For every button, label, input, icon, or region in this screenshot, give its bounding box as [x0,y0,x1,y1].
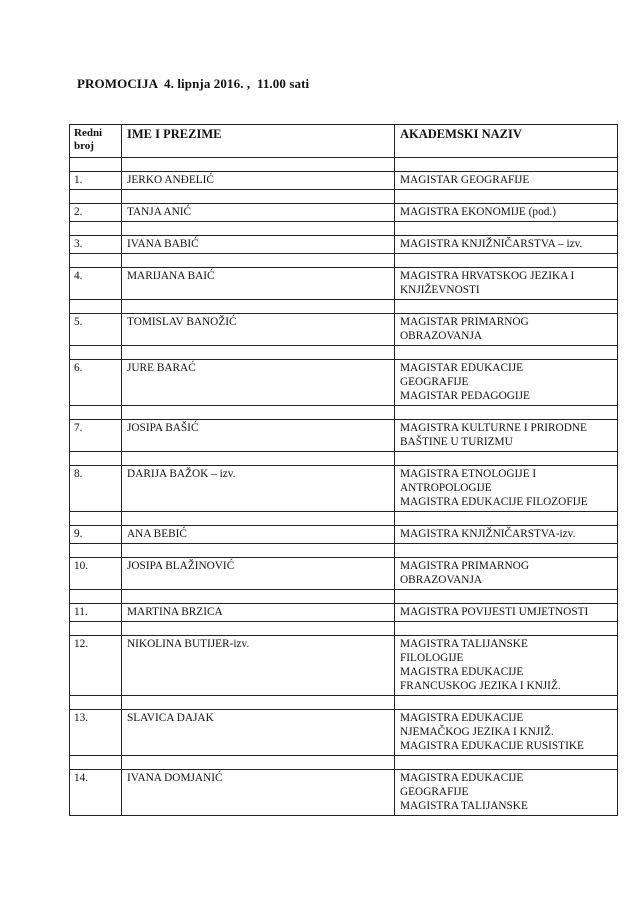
spacer-row [70,254,618,268]
table-row [70,172,618,190]
table-row [70,360,618,406]
academic-title-line: OBRAZOVANJA [400,574,483,586]
academic-title-line: MAGISTAR PRIMARNOG [400,316,529,328]
row-number: 11. [70,604,122,622]
spacer-cell [70,544,122,558]
academic-title-line: MAGISTRA EKONOMIJE (pod.) [400,206,556,218]
table-row [70,236,618,254]
spacer-row [70,590,618,604]
academic-title-line: MAGISTRA POVIJESTI UMJETNOSTI [400,606,589,618]
spacer-cell [395,452,618,466]
spacer-cell [122,346,395,360]
row-name: NIKOLINA BUTIJER-izv. [122,636,395,696]
spacer-row [70,346,618,360]
academic-title-line: MAGISTRA EDUKACIJE [400,772,524,784]
academic-title-line: MAGISTRA EDUKACIJE FILOZOFIJE [400,496,588,508]
row-number: 5. [70,314,122,346]
table-row [70,636,618,696]
spacer-row [70,452,618,466]
row-academic-title [395,204,618,222]
spacer-cell [122,622,395,636]
spacer-cell [70,222,122,236]
row-number: 2. [70,204,122,222]
spacer-cell [70,756,122,770]
row-academic-title [395,420,618,452]
spacer-row [70,756,618,770]
table-row [70,710,618,756]
spacer-cell [395,300,618,314]
spacer-cell [122,158,395,172]
row-name: SLAVICA DAJAK [122,710,395,756]
spacer-cell [70,190,122,204]
academic-title-line: MAGISTRA PRIMARNOG [400,560,529,572]
table-row [70,466,618,512]
spacer-row [70,696,618,710]
header-number [70,125,122,158]
table-row [70,604,618,622]
row-name: TOMISLAV BANOŽIĆ [122,314,395,346]
academic-title-line: GEOGRAFIJE [400,786,469,798]
spacer-cell [395,254,618,268]
academic-title-line: MAGISTRA TALIJANSKE [400,800,528,812]
academic-title-line: ANTROPOLOGIJE [400,482,492,494]
header-number-line: broj [74,140,94,152]
spacer-cell [122,254,395,268]
academic-title-line: MAGISTAR PEDAGOGIJE [400,390,530,402]
academic-title-line: MAGISTAR EDUKACIJE [400,362,524,374]
academic-title-line: OBRAZOVANJA [400,330,483,342]
spacer-cell [122,300,395,314]
spacer-cell [395,622,618,636]
academic-title-line: FILOLOGIJE [400,652,464,664]
spacer-cell [70,406,122,420]
academic-title-line: MAGISTRA KULTURNE I PRIRODNE [400,422,587,434]
spacer-cell [70,622,122,636]
spacer-row [70,158,618,172]
graduates-table-body [70,125,618,816]
header-number-line: Redni [74,127,103,139]
spacer-row [70,512,618,526]
graduates-table [69,124,618,816]
academic-title-line: MAGISTRA EDUKACIJE [400,666,524,678]
academic-title-line: MAGISTRA KNJIŽNIČARSTVA – izv. [400,238,583,250]
table-row [70,204,618,222]
row-academic-title [395,636,618,696]
row-academic-title [395,526,618,544]
row-academic-title [395,172,618,190]
spacer-cell [395,346,618,360]
row-number: 7. [70,420,122,452]
header-academic-title: AKADEMSKI NAZIV [395,125,618,158]
table-row [70,268,618,300]
table-row [70,420,618,452]
spacer-cell [70,158,122,172]
spacer-cell [395,696,618,710]
academic-title-line: MAGISTRA KNJIŽNIČARSTVA-izv. [400,528,576,540]
spacer-cell [122,406,395,420]
row-academic-title [395,314,618,346]
spacer-cell [122,544,395,558]
spacer-row [70,406,618,420]
spacer-cell [122,696,395,710]
spacer-cell [70,696,122,710]
row-name: DARIJA BAŽOK – izv. [122,466,395,512]
spacer-cell [122,190,395,204]
table-row [70,526,618,544]
row-number: 13. [70,710,122,756]
spacer-cell [122,590,395,604]
spacer-cell [395,590,618,604]
row-academic-title [395,558,618,590]
spacer-cell [395,158,618,172]
row-academic-title [395,466,618,512]
document-title: PROMOCIJA 4. lipnja 2016. , 11.00 sati [77,76,310,91]
row-number: 4. [70,268,122,300]
table-row [70,314,618,346]
spacer-cell [122,222,395,236]
spacer-row [70,544,618,558]
row-name: IVANA BABIĆ [122,236,395,254]
academic-title-line: MAGISTRA ETNOLOGIJE I [400,468,537,480]
row-number: 12. [70,636,122,696]
spacer-cell [70,300,122,314]
spacer-cell [122,512,395,526]
row-name: JURE BARAĆ [122,360,395,406]
academic-title-line: BAŠTINE U TURIZMU [400,436,513,448]
academic-title-line: KNJIŽEVNOSTI [400,284,480,296]
row-name: ANA BEBIĆ [122,526,395,544]
spacer-row [70,190,618,204]
header-name: IME I PREZIME [122,125,395,158]
row-name: JERKO ANĐELIĆ [122,172,395,190]
academic-title-line: MAGISTRA HRVATSKOG JEZIKA I [400,270,575,282]
academic-title-line: NJEMAČKOG JEZIKA I KNJIŽ. [400,726,554,738]
table-header-row [70,125,618,158]
spacer-cell [70,512,122,526]
spacer-cell [70,254,122,268]
row-number: 9. [70,526,122,544]
row-name: MARIJANA BAIĆ [122,268,395,300]
row-academic-title [395,360,618,406]
spacer-cell [122,452,395,466]
academic-title-line: MAGISTRA EDUKACIJE RUSISTIKE [400,740,584,752]
academic-title-line: MAGISTRA EDUKACIJE [400,712,524,724]
row-academic-title [395,268,618,300]
spacer-cell [395,544,618,558]
row-academic-title [395,604,618,622]
spacer-cell [395,406,618,420]
spacer-cell [395,190,618,204]
row-name: MARTINA BRZICA [122,604,395,622]
row-academic-title [395,236,618,254]
spacer-cell [395,756,618,770]
academic-title-line: MAGISTRA TALIJANSKE [400,638,528,650]
spacer-cell [70,346,122,360]
spacer-cell [395,222,618,236]
row-name: JOSIPA BLAŽINOVIĆ [122,558,395,590]
row-number: 3. [70,236,122,254]
spacer-cell [122,756,395,770]
academic-title-line: GEOGRAFIJE [400,376,469,388]
row-number: 14. [70,770,122,816]
academic-title-line: FRANCUSKOG JEZIKA I KNJIŽ. [400,680,561,692]
spacer-cell [70,590,122,604]
spacer-row [70,622,618,636]
row-number: 1. [70,172,122,190]
row-name: IVANA DOMJANIĆ [122,770,395,816]
row-academic-title [395,770,618,816]
row-academic-title [395,710,618,756]
spacer-cell [395,512,618,526]
spacer-cell [70,452,122,466]
table-row [70,558,618,590]
spacer-row [70,222,618,236]
table-row [70,770,618,816]
row-name: TANJA ANIĆ [122,204,395,222]
row-number: 10. [70,558,122,590]
row-number: 8. [70,466,122,512]
spacer-row [70,300,618,314]
row-number: 6. [70,360,122,406]
academic-title-line: MAGISTAR GEOGRAFIJE [400,174,530,186]
row-name: JOSIPA BAŠIĆ [122,420,395,452]
